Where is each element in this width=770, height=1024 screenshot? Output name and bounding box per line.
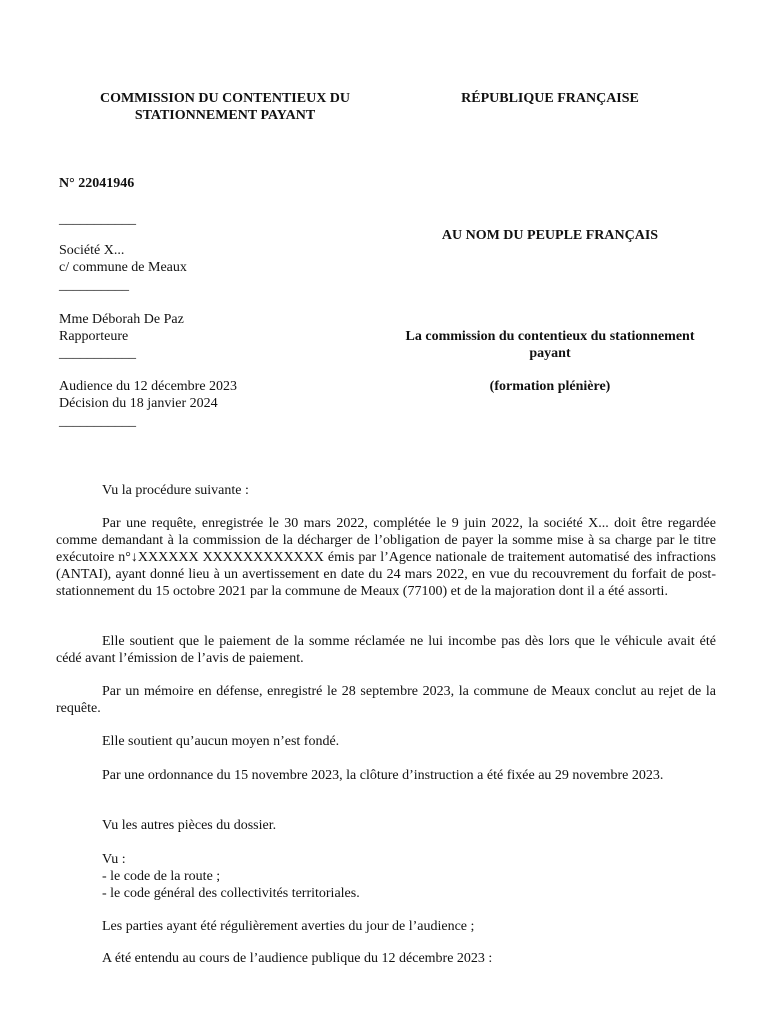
paragraph-request: Par une requête, enregistrée le 30 mars 2022, complétée le 9 juin 2022, la société X... doit être regardée comme demandant à la commission de la décharger de l’obligation de payer la somme mise à sa charge par le titre exécutoire n°↓XXXXXX XXXXXXXXXXXX émis par l’Agence nationale de traitement automatisé des infractions (ANTAI), ayant donné lieu à un avertissement en date du 24 mars 2022, en vue du recouvrement du forfait de post-stationnement du 15 octobre 2021 par la commune de Meaux (77100) et de la majoration dont il a été assorti. [56, 516, 716, 599]
people-heading: AU NOM DU PEUPLE FRANÇAIS [441, 228, 659, 243]
paragraph-defense-argument: Elle soutient qu’aucun moyen n’est fondé. [102, 734, 340, 749]
dates [59, 378, 237, 412]
legal-basis-heading: Vu : [102, 852, 126, 867]
paragraph-parties-notified: Les parties ayant été régulièrement averties du jour de l’audience ; [102, 919, 475, 934]
party-applicant: Société X... [59, 243, 125, 258]
paragraph-defense: Par un mémoire en défense, enregistré le 28 septembre 2023, la commune de Meaux conclut au rejet de la requête. [56, 684, 716, 716]
commission-title-line2: payant [529, 346, 571, 361]
procedure-intro: Vu la procédure suivante : [102, 483, 249, 498]
rapporteur-name: Mme Déborah De Paz [59, 312, 184, 327]
legal-basis [102, 851, 360, 902]
case-number: N° 22041946 [59, 176, 135, 191]
legal-basis-code-route: - le code de la route ; [102, 869, 221, 884]
separator-3: ___________ [59, 346, 136, 361]
commission-title [380, 328, 720, 362]
paragraph-hearing: A été entendu au cours de l’audience publique du 12 décembre 2023 : [102, 951, 493, 966]
hearing-date: Audience du 12 décembre 2023 [59, 379, 238, 394]
rapporteur-role: Rapporteure [59, 329, 129, 344]
paragraph-order: Par une ordonnance du 15 novembre 2023, la clôture d’instruction a été fixée au 29 novembre 2023. [102, 768, 664, 783]
separator-1: ___________ [59, 212, 136, 227]
party-respondent: c/ commune de Meaux [59, 260, 187, 275]
commission-title-line1: La commission du contentieux du stationnement [405, 329, 695, 344]
parties [59, 242, 187, 276]
commission-header [60, 90, 390, 124]
commission-header-line1: COMMISSION DU CONTENTIEUX DU [99, 91, 351, 106]
formation: (formation plénière) [489, 379, 611, 394]
commission-header-line2: STATIONNEMENT PAYANT [134, 108, 316, 123]
rapporteur [59, 311, 184, 345]
separator-2: __________ [59, 278, 129, 293]
paragraph-argument: Elle soutient que le paiement de la somme réclamée ne lui incombe pas dès lors que le véhicule avait été cédé avant l’émission de l’avis de paiement. [56, 634, 716, 666]
decision-date: Décision du 18 janvier 2024 [59, 396, 218, 411]
separator-4: ___________ [59, 414, 136, 429]
paragraph-other-documents: Vu les autres pièces du dossier. [102, 818, 277, 833]
republic-header: RÉPUBLIQUE FRANÇAISE [461, 91, 639, 106]
legal-basis-code-collectivites: - le code général des collectivités territoriales. [102, 886, 360, 901]
